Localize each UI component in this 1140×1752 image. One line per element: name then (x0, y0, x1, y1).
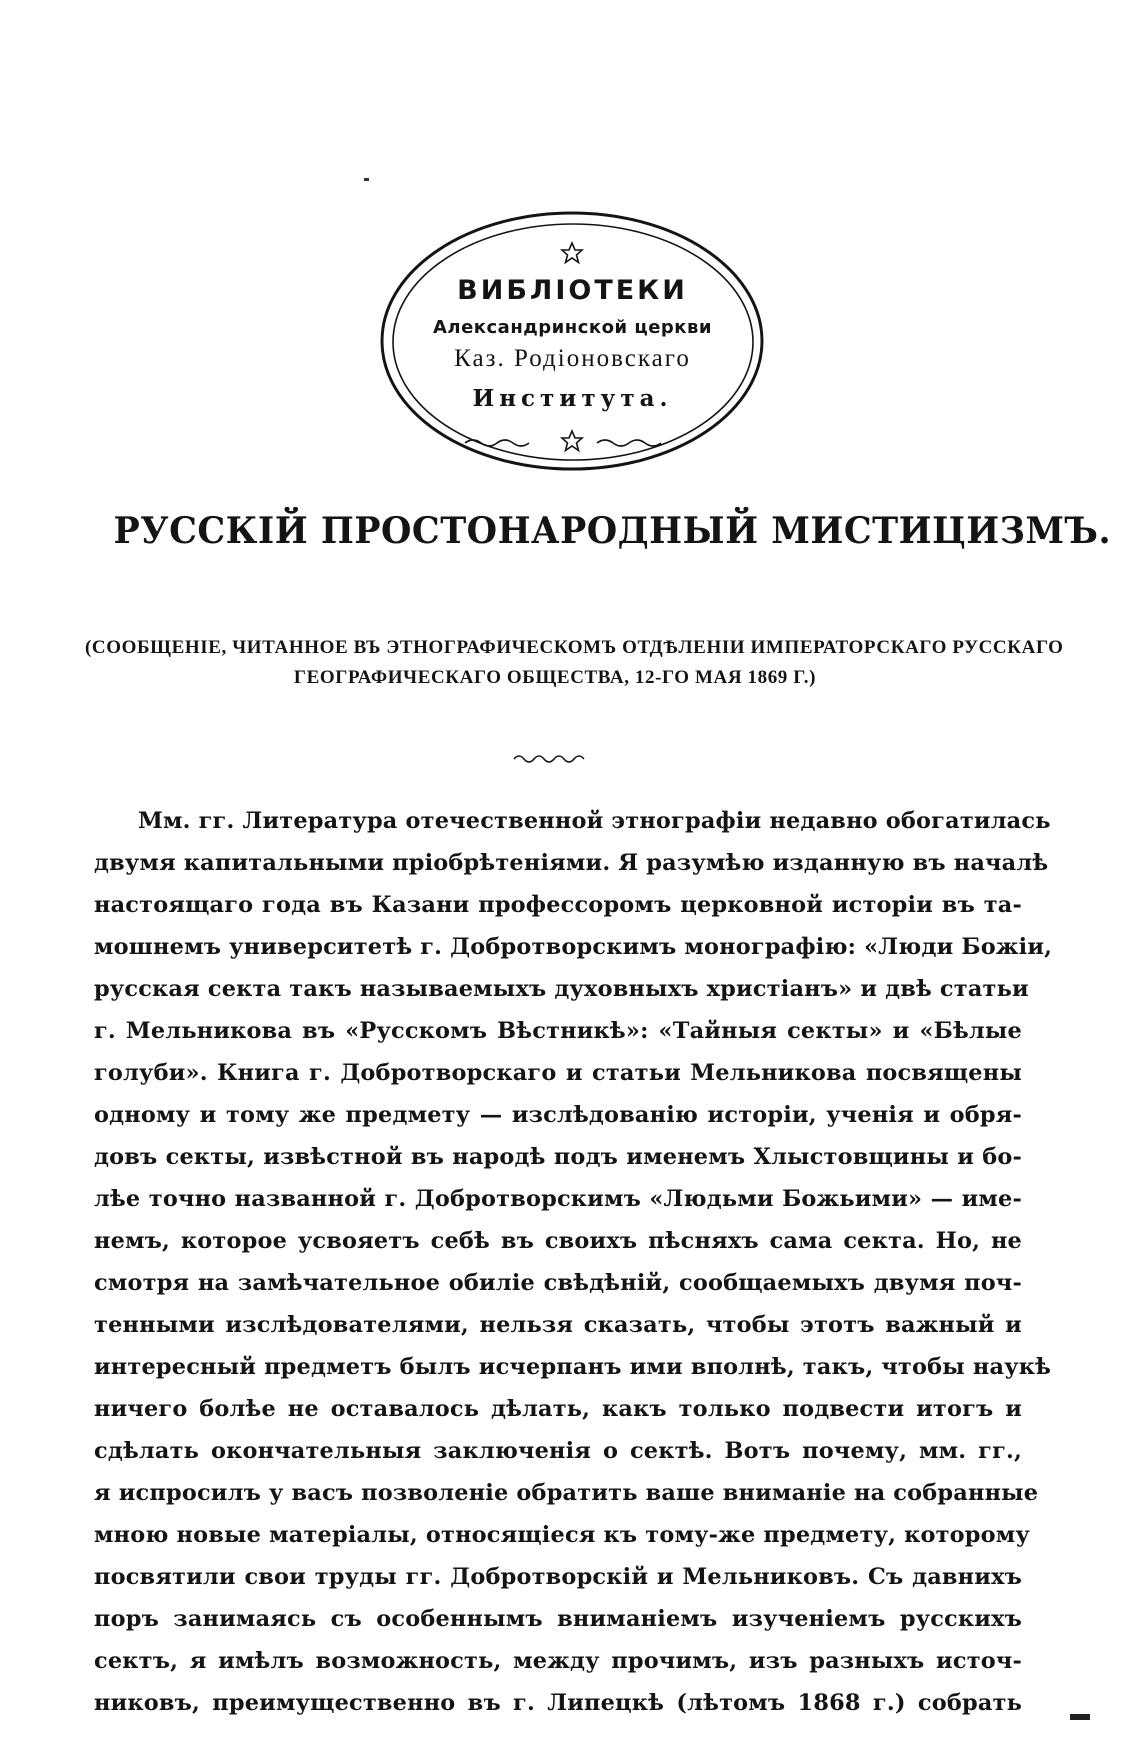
stamp-line-kazan: Каз. Родіоновскаго (454, 345, 691, 372)
stamp-line-church: Александринской церкви (432, 317, 713, 338)
stamp-line-institute: Института. (472, 385, 673, 412)
body-line: сдѣлать окончательныя заключенія о сектѣ. Вотъ почему, мм. гг., (94, 1438, 1022, 1464)
body-line: мною новые матеріалы, относящіеся къ тому-же предмету, которому (94, 1522, 1030, 1548)
body-line: голуби». Книга г. Добротворскаго и статьи Мельникова посвящены (94, 1060, 1022, 1086)
body-line: мошнемъ университетѣ г. Добротворскимъ монографію: «Люди Божіи, (94, 934, 1053, 960)
ink-speck (364, 178, 369, 181)
body-line: Мм. гг. Литература отечественной этнографіи недавно обогатилась (138, 808, 1051, 834)
body-line: лѣе точно названной г. Добротворскимъ «Людьми Божьими» — име- (94, 1186, 1022, 1212)
body-line: ничего болѣе не оставалось дѣлать, какъ только подвести итогъ и (94, 1396, 1022, 1422)
body-line: смотря на замѣчательное обиліе свѣдѣній, сообщаемыхъ двумя поч- (94, 1270, 1022, 1296)
section-divider-ornament (510, 750, 590, 766)
body-line: русская секта такъ называемыхъ духовныхъ христіанъ» и двѣ статьи (94, 976, 1029, 1002)
body-line: настоящаго года въ Казани профессоромъ церковной исторіи въ та- (94, 892, 1022, 918)
body-line: никовъ, преимущественно въ г. Липецкѣ (лѣтомъ 1868 г.) собрать (94, 1690, 1022, 1716)
body-line: немъ, которое усвояетъ себѣ въ своихъ пѣсняхъ сама секта. Но, не (94, 1228, 1022, 1254)
article-title: РУССКІЙ ПРОСТОНАРОДНЫЙ МИСТИЦИЗМЪ. (113, 510, 1112, 552)
stamp-oval-border (375, 205, 770, 480)
printer-mark (1070, 1714, 1090, 1720)
star-icon (562, 243, 582, 263)
body-line: довъ секты, извѣстной въ народѣ подъ именемъ Хлыстовщины и бо- (94, 1144, 1022, 1170)
body-line: г. Мельникова въ «Русскомъ Вѣстникѣ»: «Тайныя секты» и «Бѣлые (94, 1018, 1022, 1044)
body-line: посвятили свои труды гг. Добротворскій и Мельниковъ. Съ давнихъ (94, 1564, 1022, 1590)
body-line: поръ занимаясь съ особеннымъ вниманіемъ изученіемъ русскихъ (94, 1606, 1022, 1632)
subtitle-line-2: ГЕОГРАФИЧЕСКАГО ОБЩЕСТВА, 12-ГО МАЯ 1869 Г.) (293, 667, 817, 688)
stamp-line-library: ВИБЛІОТЕКИ (457, 275, 688, 306)
body-line: двумя капитальными пріобрѣтеніями. Я разумѣю изданную въ началѣ (94, 850, 1049, 876)
body-line: тенными изслѣдователями, нельзя сказать, чтобы этотъ важный и (94, 1312, 1022, 1338)
body-line: интересный предметъ былъ исчерпанъ ими вполнѣ, такъ, чтобы наукѣ (94, 1354, 1052, 1380)
body-line: я испросилъ у васъ позволеніе обратить ваше вниманіе на собранные (94, 1480, 1039, 1506)
library-stamp (375, 205, 770, 480)
body-line: одному и тому же предмету — изслѣдованію исторіи, ученія и обря- (94, 1102, 1022, 1128)
subtitle-line-1: (СООБЩЕНІЕ, ЧИТАННОЕ ВЪ ЭТНОГРАФИЧЕСКОМЪ ОТДѢЛЕНІИ ИМПЕРАТОРСКАГО РУССКАГО (85, 637, 1064, 658)
body-line: сектъ, я имѣлъ возможность, между прочимъ, изъ разныхъ источ- (94, 1648, 1022, 1674)
